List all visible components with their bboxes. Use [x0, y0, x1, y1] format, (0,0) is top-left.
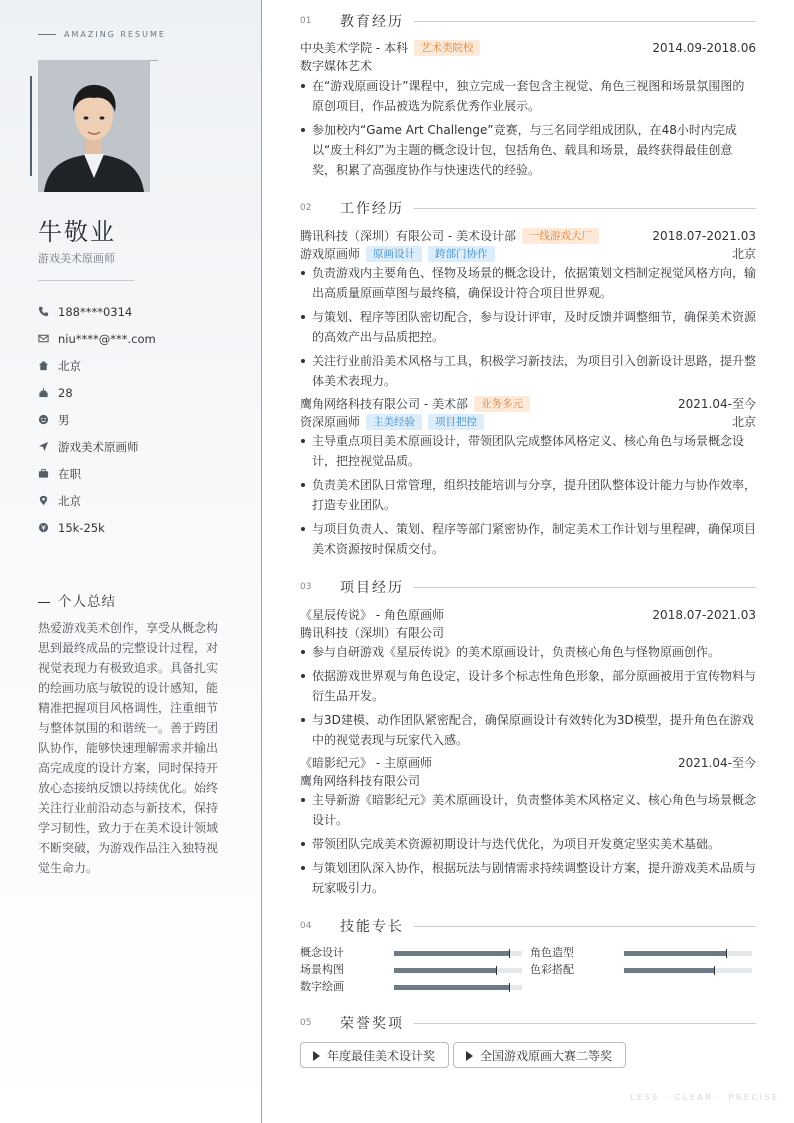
work-header-row	[300, 395, 756, 413]
company-tag: 一线游戏大厂	[522, 228, 599, 244]
project-bullet: 依据游戏世界观与角色设定，设计多个标志性角色形象，部分原画被用于宣传物料与衍生品开发。	[300, 666, 756, 706]
contact-info-list	[38, 298, 156, 541]
section-work-header	[300, 198, 756, 218]
education-bullet: 在“游戏原画设计”课程中，独立完成一套包含主视觉、角色三视图和场景氛围图的原创项目，作品被选为院系优秀作业展示。	[300, 76, 756, 116]
skill-level-fill	[624, 951, 726, 956]
work-date: 2018.07-2021.03	[652, 229, 756, 243]
skill-label: 概念设计	[300, 946, 344, 959]
work-city: 北京	[731, 247, 756, 261]
skill-label: 场景构图	[300, 963, 344, 976]
skill-label: 角色造型	[530, 946, 574, 959]
avatar	[38, 60, 150, 192]
gender-text: 男	[58, 412, 70, 427]
section-title: 项目经历	[340, 580, 404, 596]
cake-icon	[38, 387, 49, 398]
skill-level-marker	[509, 983, 510, 992]
photo-accent-bar	[30, 76, 32, 176]
info-gender	[38, 406, 156, 433]
info-status	[38, 460, 156, 487]
section-number: 03	[300, 582, 312, 592]
target-job-text: 游戏美术原画师	[58, 439, 139, 454]
major-name: 数字媒体艺术	[300, 59, 373, 73]
education-date: 2014.09-2018.06	[652, 41, 756, 55]
project-company: 腾讯科技（深圳）有限公司	[300, 626, 445, 640]
info-email	[38, 325, 156, 352]
footer-slogan: LESS · CLEAR · PRECISE	[630, 1093, 780, 1102]
work-bullet: 主导重点项目美术原画设计，带领团队完成整体风格定义、核心角色与场景概念设计，把控视觉品质。	[300, 431, 756, 471]
divider-line	[261, 0, 262, 1123]
smile-icon	[38, 414, 49, 425]
project-bullet: 参与自研游戏《星辰传说》的美术原画设计，负责核心角色与怪物原画创作。	[300, 642, 756, 662]
person-name: 牛敬业	[38, 218, 116, 246]
skill-level-bar	[394, 951, 522, 956]
brand-label: AMAZING RESUME	[38, 30, 166, 39]
section-number: 04	[300, 921, 312, 931]
skill-tag: 原画设计	[366, 246, 422, 262]
award-badge: 全国游戏原画大赛二等奖	[453, 1042, 626, 1068]
home-icon	[38, 360, 49, 371]
work-bullet: 关注行业前沿美术风格与工具，积极学习新技法，为项目引入创新设计思路，提升整体美术表现力。	[300, 351, 756, 391]
work-city: 北京	[731, 415, 756, 429]
section-number: 05	[300, 1018, 312, 1028]
work-bullet: 负责游戏内主要角色、怪物及场景的概念设计，依据策划文档制定视觉风格方向，输出高质量原画草图与最终稿，确保设计符合项目世界观。	[300, 263, 756, 303]
skill-level-bar	[624, 968, 752, 973]
person-portrait-icon	[38, 60, 150, 192]
mail-icon	[38, 333, 49, 344]
company-name: 腾讯科技（深圳）有限公司 - 美术设计部	[300, 229, 516, 243]
location-icon	[38, 495, 49, 506]
skill-level-bar	[394, 985, 522, 990]
education-major-row	[300, 57, 756, 75]
work-date: 2021.04-至今	[678, 397, 756, 411]
section-title: 荣誉奖项	[340, 1016, 404, 1032]
summary-text: 热爱游戏美术创作，享受从概念构思到最终成品的完整设计过程，对视觉表现力有极致追求。具备扎实的绘画功底与敏锐的设计感知，能精准把握项目风格调性，注重细节与整体氛围的和谐统一。善于跨团队协作，能够快速理解需求并输出高完成度的设计方案，同时保持开放心态接纳反馈以持续优化。始终关注行业前沿动态与新技术，保持学习韧性，致力于在美术设计领域不断突破，为游戏作品注入独特视觉生命力。	[38, 621, 219, 875]
project-title: 《星辰传说》 - 角色原画师	[300, 608, 444, 622]
age-text: 28	[58, 385, 73, 400]
location-text: 北京	[58, 493, 81, 508]
info-phone	[38, 298, 156, 325]
project-bullet: 主导新游《暗影纪元》美术原画设计，负责整体美术风格定义、核心角色与场景概念设计。	[300, 790, 756, 830]
work-header-row	[300, 227, 756, 245]
project-header-row	[300, 606, 756, 624]
work-role-row	[300, 245, 756, 263]
info-residence	[38, 352, 156, 379]
section-number: 01	[300, 16, 312, 26]
info-age	[38, 379, 156, 406]
role-name: 游戏原画师	[300, 247, 361, 261]
summary-title: 个人总结	[38, 590, 116, 610]
status-text: 在职	[58, 466, 81, 481]
project-bullet: 与3D建模、动作团队紧密配合，确保原画设计有效转化为3D模型，提升角色在游戏中的视觉表现与玩家代入感。	[300, 710, 756, 750]
project-title: 《暗影纪元》 - 主原画师	[300, 756, 432, 770]
work-role-row	[300, 413, 756, 431]
residence-text: 北京	[58, 358, 81, 373]
skill-tag: 主美经验	[366, 414, 422, 430]
section-skills-header	[300, 916, 756, 936]
section-title: 教育经历	[340, 14, 404, 30]
project-company-row	[300, 624, 756, 642]
company-tag: 业务多元	[474, 396, 530, 412]
project-bullet: 带领团队完成美术资源初期设计与迭代优化，为项目开发奠定坚实美术基础。	[300, 834, 756, 854]
company-name: 鹰角网络科技有限公司 - 美术部	[300, 397, 468, 411]
salary-text: 15k-25k	[58, 520, 105, 535]
skill-level-fill	[624, 968, 714, 973]
avatar-photo	[38, 60, 150, 192]
info-location	[38, 487, 156, 514]
education-bullet: 参加校内“Game Art Challenge”竞赛，与三名同学组成团队，在48小时内完成以“废土科幻”为主题的概念设计包，包括角色、载具和场景，最终获得最佳创意奖，积累了高强度协作与快速迭代的经验。	[300, 120, 756, 180]
skill-level-bar	[394, 968, 522, 973]
award-badge: 年度最佳美术设计奖	[300, 1042, 449, 1068]
project-bullet: 与策划团队深入协作，根据玩法与剧情需求持续调整设计方案，提升游戏美术品质与玩家吸引力。	[300, 858, 756, 898]
person-job-title: 游戏美术原画师	[38, 252, 115, 265]
project-header-row	[300, 754, 756, 772]
section-number: 02	[300, 203, 312, 213]
skill-level-fill	[394, 951, 509, 956]
project-company: 鹰角网络科技有限公司	[300, 774, 421, 788]
project-date: 2018.07-2021.03	[652, 608, 756, 622]
skill-tag: 项目把控	[428, 414, 484, 430]
skill-level-marker	[496, 966, 497, 975]
section-projects-header	[300, 577, 756, 597]
school-name: 中央美术学院 - 本科	[300, 41, 408, 55]
briefcase-icon	[38, 468, 49, 479]
separator	[38, 280, 134, 281]
work-bullet: 与策划、程序等团队密切配合，参与设计评审，及时反馈并调整细节，确保美术资源的高效产出与品质把控。	[300, 307, 756, 347]
info-salary	[38, 514, 156, 541]
send-icon	[38, 441, 49, 452]
section-education-header	[300, 11, 756, 31]
skill-level-marker	[509, 949, 510, 958]
skill-label: 数字绘画	[300, 980, 344, 993]
skill-level-fill	[394, 968, 496, 973]
email-text: niu****@***.com	[58, 331, 156, 346]
section-awards-header	[300, 1013, 756, 1033]
section-title: 工作经历	[340, 201, 404, 217]
project-date: 2021.04-至今	[678, 756, 756, 770]
role-name: 资深原画师	[300, 415, 361, 429]
skill-level-marker	[714, 966, 715, 975]
phone-icon	[38, 306, 49, 317]
school-tag: 艺术类院校	[414, 40, 481, 56]
info-target-job	[38, 433, 156, 460]
skill-tag: 跨部门协作	[428, 246, 495, 262]
skill-label: 色彩搭配	[530, 963, 574, 976]
skill-level-marker	[726, 949, 727, 958]
project-company-row	[300, 772, 756, 790]
work-bullet: 负责美术团队日常管理，组织技能培训与分享，提升团队整体设计能力与协作效率，打造专业团队。	[300, 475, 756, 515]
skill-level-bar	[624, 951, 752, 956]
salary-icon	[38, 522, 49, 533]
skill-level-fill	[394, 985, 509, 990]
education-header-row	[300, 39, 756, 57]
work-bullet: 与项目负责人、策划、程序等部门紧密协作，制定美术工作计划与里程碑，确保项目美术资源按时保质交付。	[300, 519, 756, 559]
section-title: 技能专长	[340, 919, 404, 935]
phone-text: 188****0314	[58, 304, 133, 319]
